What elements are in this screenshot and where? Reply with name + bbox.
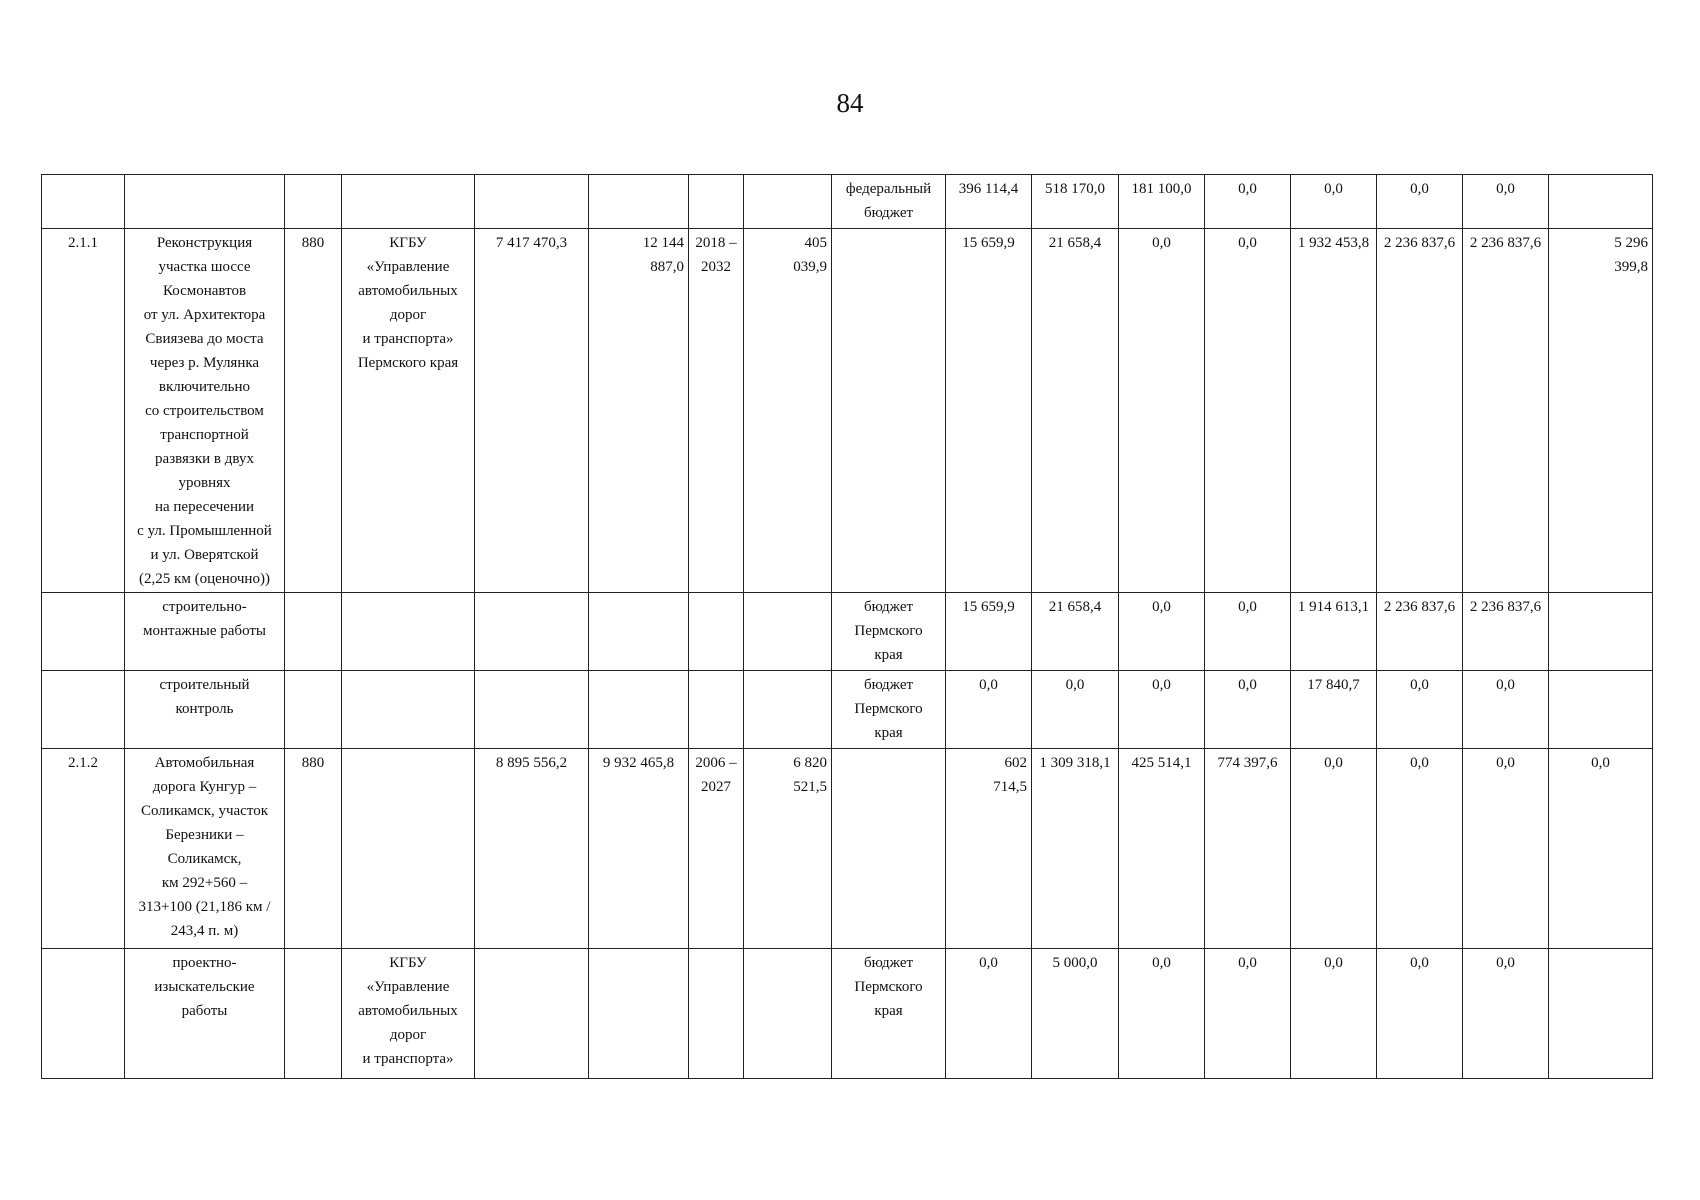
cell-code: 2.1.1 xyxy=(42,229,125,593)
cell-remain xyxy=(744,593,832,671)
cell-remain: 6 820 521,5 xyxy=(744,749,832,949)
cell-value-2: 1 309 318,1 xyxy=(1032,749,1119,949)
cell-executor xyxy=(342,749,475,949)
cell-executor xyxy=(342,593,475,671)
cell-value-4: 0,0 xyxy=(1205,175,1291,229)
cell-cost-total xyxy=(475,671,589,749)
table-row xyxy=(42,749,1653,949)
cell-period: 2006 – 2027 xyxy=(689,749,744,949)
cell-cost-current xyxy=(589,175,689,229)
cell-cost-total xyxy=(475,175,589,229)
cell-executor: КГБУ «Управление автомобильных дорог и транспорта» Пермского края xyxy=(342,229,475,593)
program-table xyxy=(41,174,1653,1079)
cell-period xyxy=(689,949,744,1079)
cell-remain xyxy=(744,671,832,749)
cell-source: бюджет Пермского края xyxy=(832,949,946,1079)
cell-value-2: 518 170,0 xyxy=(1032,175,1119,229)
cell-value-5: 17 840,7 xyxy=(1291,671,1377,749)
cell-name: проектно- изыскательские работы xyxy=(125,949,285,1079)
cell-code xyxy=(42,175,125,229)
cell-value-6: 2 236 837,6 xyxy=(1377,593,1463,671)
cell-value-8 xyxy=(1549,593,1653,671)
cell-name: строительно- монтажные работы xyxy=(125,593,285,671)
cell-source: федеральный бюджет xyxy=(832,175,946,229)
cell-grbs xyxy=(285,671,342,749)
cell-value-2: 21 658,4 xyxy=(1032,593,1119,671)
cell-value-4: 0,0 xyxy=(1205,949,1291,1079)
table-row xyxy=(42,949,1653,1079)
cell-code xyxy=(42,593,125,671)
cell-period xyxy=(689,175,744,229)
cell-value-1: 0,0 xyxy=(946,949,1032,1079)
table-row xyxy=(42,175,1653,229)
cell-remain xyxy=(744,175,832,229)
cell-cost-current xyxy=(589,593,689,671)
table-row xyxy=(42,671,1653,749)
cell-value-8: 5 296 399,8 xyxy=(1549,229,1653,593)
cell-grbs: 880 xyxy=(285,749,342,949)
cell-cost-current xyxy=(589,671,689,749)
cell-name xyxy=(125,175,285,229)
cell-code: 2.1.2 xyxy=(42,749,125,949)
cell-value-3: 0,0 xyxy=(1119,593,1205,671)
cell-value-6: 0,0 xyxy=(1377,175,1463,229)
table-row xyxy=(42,593,1653,671)
cell-value-4: 0,0 xyxy=(1205,671,1291,749)
cell-value-6: 0,0 xyxy=(1377,749,1463,949)
cell-value-1: 15 659,9 xyxy=(946,229,1032,593)
cell-value-8 xyxy=(1549,175,1653,229)
cell-value-7: 0,0 xyxy=(1463,949,1549,1079)
cell-remain xyxy=(744,949,832,1079)
cell-cost-current xyxy=(589,949,689,1079)
cell-value-7: 2 236 837,6 xyxy=(1463,593,1549,671)
cell-value-5: 0,0 xyxy=(1291,175,1377,229)
cell-grbs xyxy=(285,175,342,229)
cell-source xyxy=(832,749,946,949)
cell-grbs xyxy=(285,593,342,671)
cell-value-5: 0,0 xyxy=(1291,749,1377,949)
cell-value-5: 0,0 xyxy=(1291,949,1377,1079)
cell-name: Автомобильная дорога Кунгур – Соликамск, участок Березники – Соликамск, км 292+560 – 313+100 (21,186 км / 243,4 п. м) xyxy=(125,749,285,949)
cell-value-1: 15 659,9 xyxy=(946,593,1032,671)
cell-period xyxy=(689,593,744,671)
cell-name: Реконструкция участка шоссе Космонавтов от ул. Архитектора Свиязева до моста через р. Мулянка включительно со строительством транспортной развязки в двух уровнях на пересечении с ул. Промышленной и ул. Оверятской (2,25 км (оценочно)) xyxy=(125,229,285,593)
cell-value-4: 0,0 xyxy=(1205,229,1291,593)
cell-value-6: 0,0 xyxy=(1377,949,1463,1079)
cell-cost-total xyxy=(475,593,589,671)
cell-value-3: 425 514,1 xyxy=(1119,749,1205,949)
cell-value-2: 5 000,0 xyxy=(1032,949,1119,1079)
cell-grbs: 880 xyxy=(285,229,342,593)
cell-value-1: 396 114,4 xyxy=(946,175,1032,229)
cell-value-8 xyxy=(1549,949,1653,1079)
cell-value-5: 1 932 453,8 xyxy=(1291,229,1377,593)
cell-value-7: 0,0 xyxy=(1463,175,1549,229)
cell-value-1: 602 714,5 xyxy=(946,749,1032,949)
cell-cost-current: 12 144 887,0 xyxy=(589,229,689,593)
cell-value-8: 0,0 xyxy=(1549,749,1653,949)
cell-period: 2018 – 2032 xyxy=(689,229,744,593)
cell-executor: КГБУ «Управление автомобильных дорог и транспорта» xyxy=(342,949,475,1079)
cell-value-3: 0,0 xyxy=(1119,671,1205,749)
cell-value-3: 0,0 xyxy=(1119,229,1205,593)
cell-cost-total: 7 417 470,3 xyxy=(475,229,589,593)
cell-value-1: 0,0 xyxy=(946,671,1032,749)
cell-code xyxy=(42,949,125,1079)
cell-source xyxy=(832,229,946,593)
page-number: 84 xyxy=(836,88,864,118)
cell-value-7: 0,0 xyxy=(1463,749,1549,949)
cell-value-7: 2 236 837,6 xyxy=(1463,229,1549,593)
cell-value-2: 21 658,4 xyxy=(1032,229,1119,593)
cell-remain: 405 039,9 xyxy=(744,229,832,593)
cell-code xyxy=(42,671,125,749)
cell-value-4: 774 397,6 xyxy=(1205,749,1291,949)
cell-value-2: 0,0 xyxy=(1032,671,1119,749)
table-row xyxy=(42,229,1653,593)
cell-value-8 xyxy=(1549,671,1653,749)
cell-cost-total xyxy=(475,949,589,1079)
cell-value-4: 0,0 xyxy=(1205,593,1291,671)
cell-value-5: 1 914 613,1 xyxy=(1291,593,1377,671)
cell-value-3: 0,0 xyxy=(1119,949,1205,1079)
cell-source: бюджет Пермского края xyxy=(832,593,946,671)
cell-name: строительный контроль xyxy=(125,671,285,749)
cell-value-6: 0,0 xyxy=(1377,671,1463,749)
cell-source: бюджет Пермского края xyxy=(832,671,946,749)
cell-grbs xyxy=(285,949,342,1079)
cell-executor xyxy=(342,175,475,229)
cell-value-6: 2 236 837,6 xyxy=(1377,229,1463,593)
cell-cost-current: 9 932 465,8 xyxy=(589,749,689,949)
cell-value-7: 0,0 xyxy=(1463,671,1549,749)
cell-value-3: 181 100,0 xyxy=(1119,175,1205,229)
cell-cost-total: 8 895 556,2 xyxy=(475,749,589,949)
cell-executor xyxy=(342,671,475,749)
cell-period xyxy=(689,671,744,749)
